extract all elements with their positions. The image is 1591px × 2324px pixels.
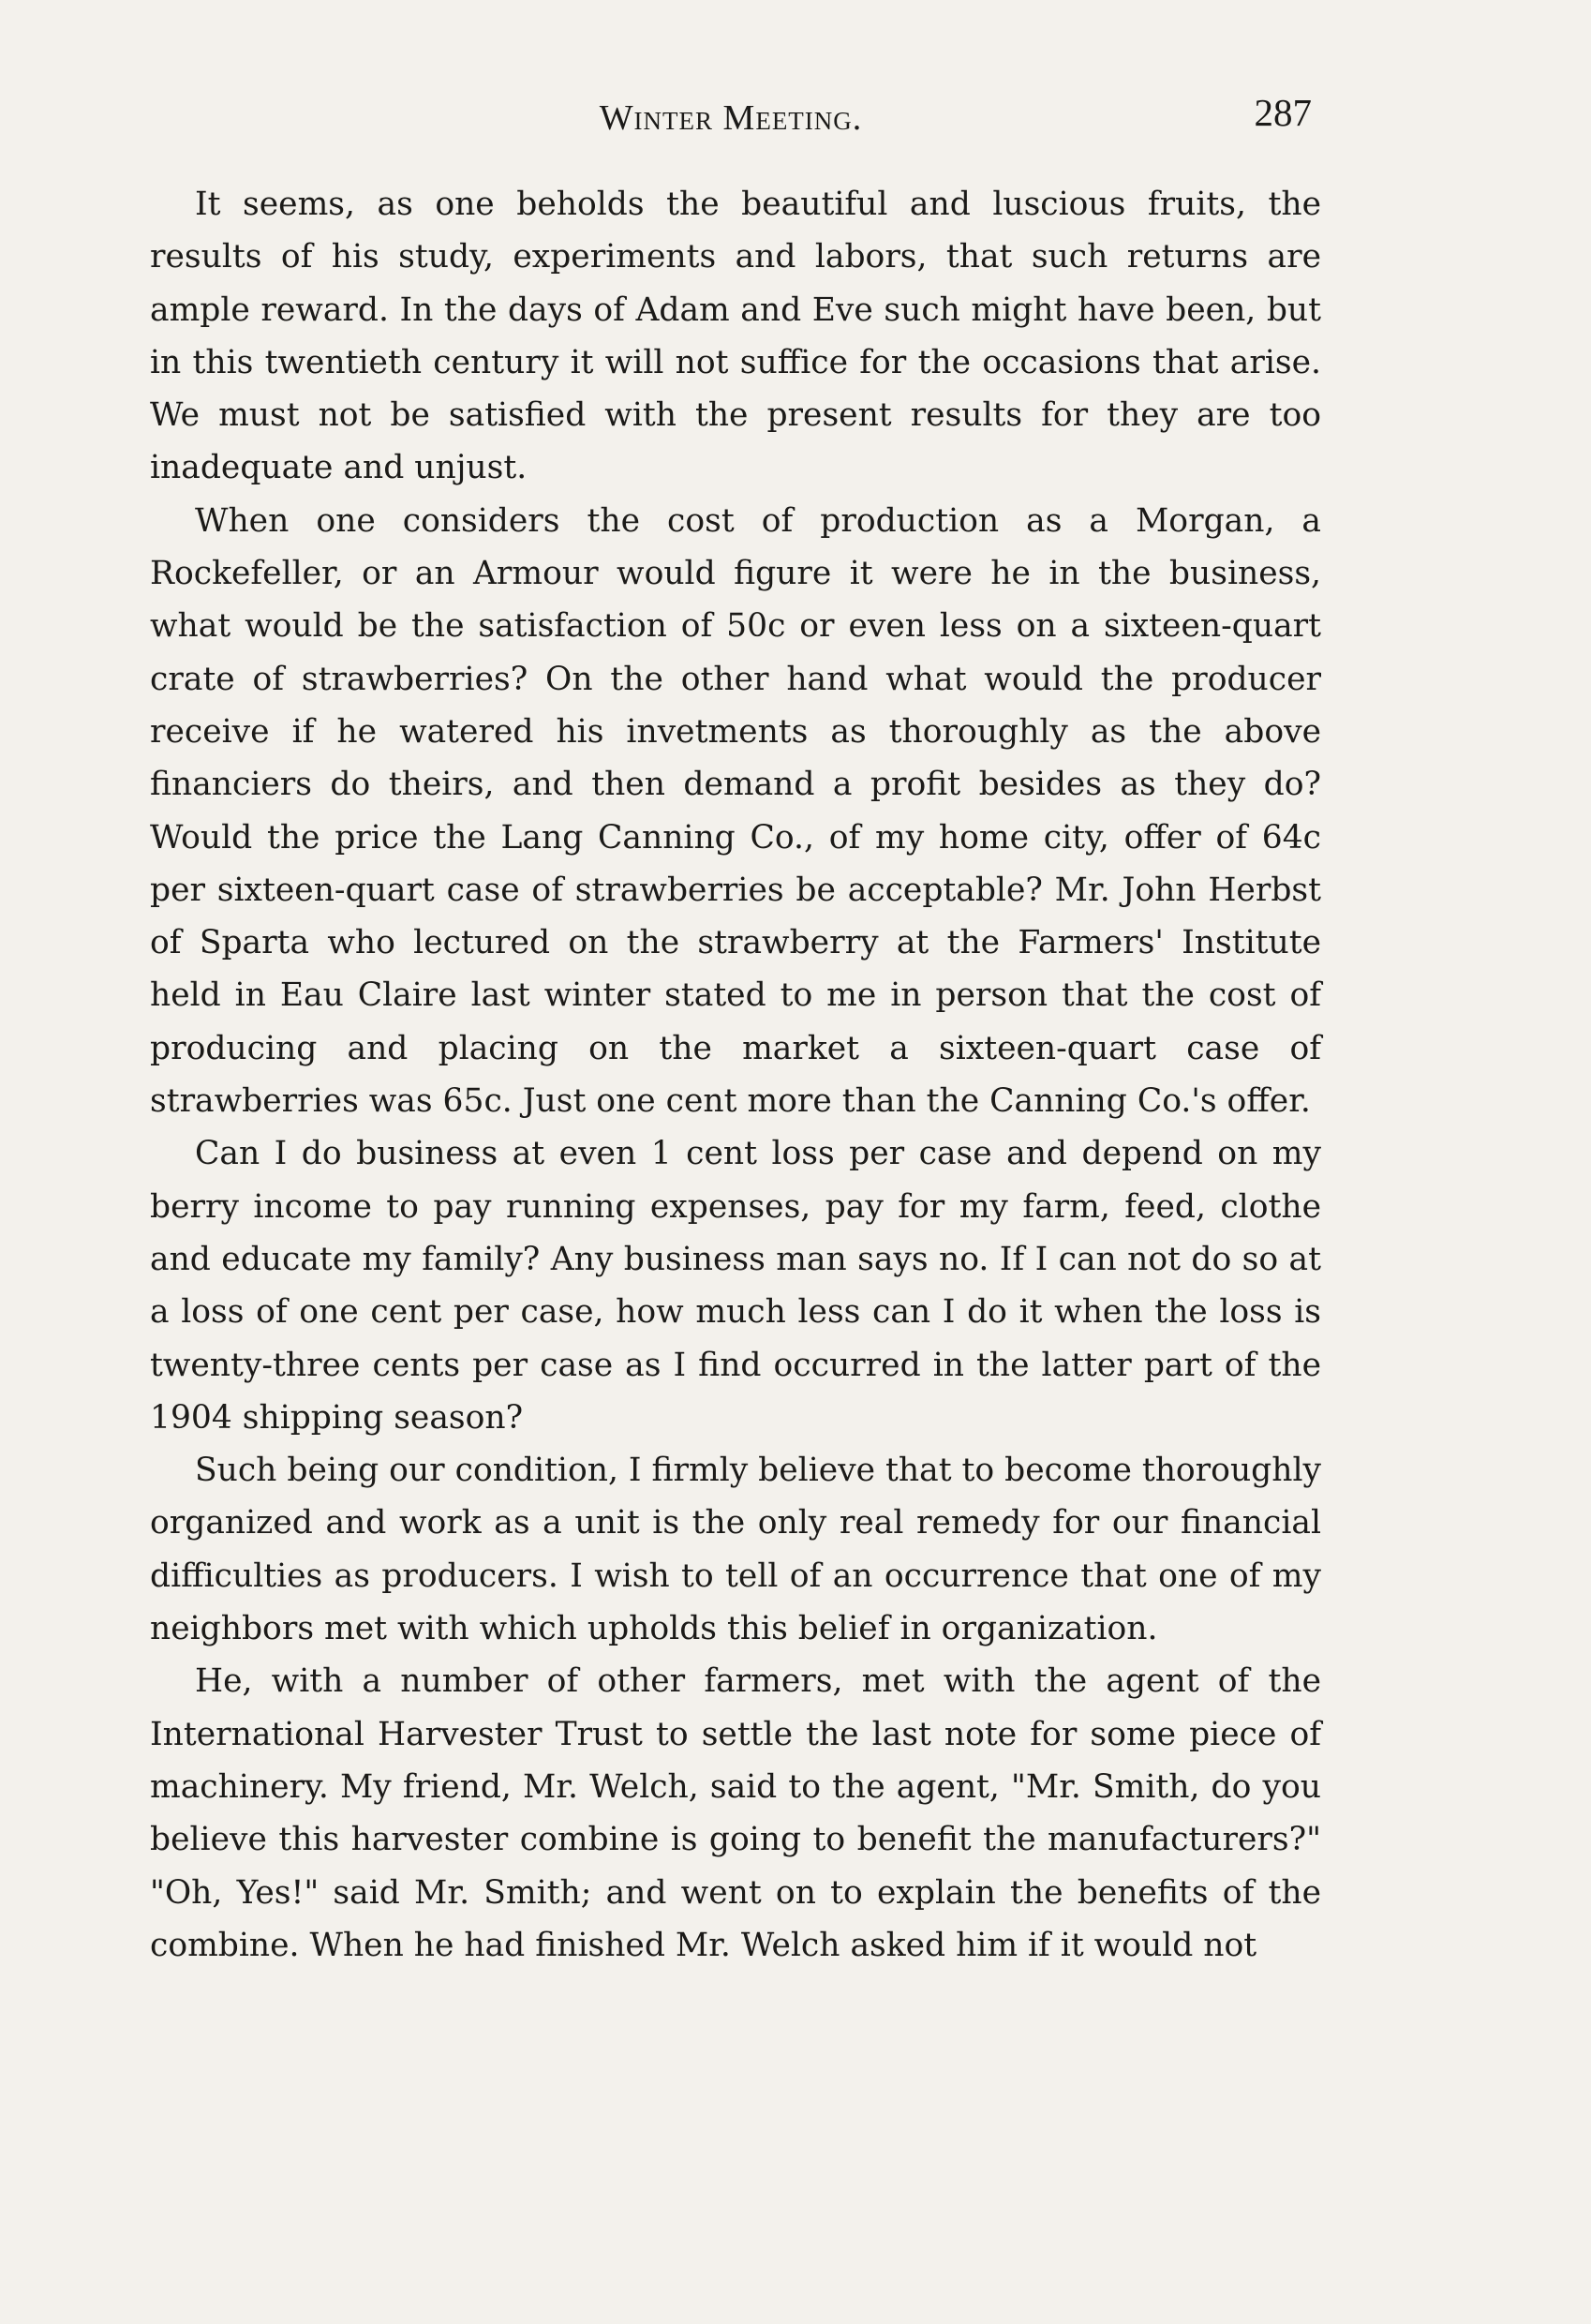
body-text: [150, 178, 1321, 1972]
paragraph: He, with a number of other farmers, met with the agent of the International Harvester Trust to settle the last note for some piece of machinery. My friend, Mr. Welch, said to the agent, "Mr. Smith, do you believe this harvester combine is going to benefit the manufacturers?" "Oh, Yes!" said Mr. Smith; and went on to explain the benefits of the combine. When he had finished Mr. Welch asked him if it would not: [150, 1662, 1321, 1964]
paragraph: It seems, as one beholds the beautiful and luscious fruits, the results of his study, experiments and labors, that such returns are ample reward. In the days of Adam and Eve such might have been, but in this twentieth century it will not suffice for the occasions that arise. We must not be satisfied with the present results for they are too inadequate and unjust.: [150, 186, 1321, 487]
paragraph: Such being our condition, I firmly believe that to become thoroughly organized and work as a unit is the only real remedy for our financial difficulties as producers. I wish to tell of an occurrence that one of my neighbors met with which upholds this belief in organization.: [150, 1452, 1321, 1648]
page-number: 287: [1254, 91, 1312, 134]
paragraph: Can I do business at even 1 cent loss per case and depend on my berry income to pay running expenses, pay for my farm, feed, clothe and educate my family? Any business man says no. If I can not do so at a loss of one cent per case, how much less can I do it when the loss is twenty-three cents per case as I find occurred in the latter part of the 1904 shipping season?: [150, 1135, 1321, 1437]
paragraph: When one considers the cost of production as a Morgan, a Rockefeller, or an Armour would figure it were he in the business, what would be the satisfaction of 50c or even less on a sixteen-quart crate of strawberries? On the other hand what would the producer receive if he watered his invetments as thoroughly as the above financiers do theirs, and then demand a profit besides as they do? Would the price the Lang Canning Co., of my home city, offer of 64c per sixteen-quart case of strawberries be acceptable? Mr. John Herbst of Sparta who lectured on the strawberry at the Farmers' Institute held in Eau Claire last winter stated to me in person that the cost of producing and placing on the market a sixteen-quart case of strawberries was 65c. Just one cent more than the Canning Co.'s offer.: [150, 501, 1321, 1121]
running-head: [150, 90, 1312, 146]
running-head-title: Winter Meeting.: [599, 98, 863, 138]
